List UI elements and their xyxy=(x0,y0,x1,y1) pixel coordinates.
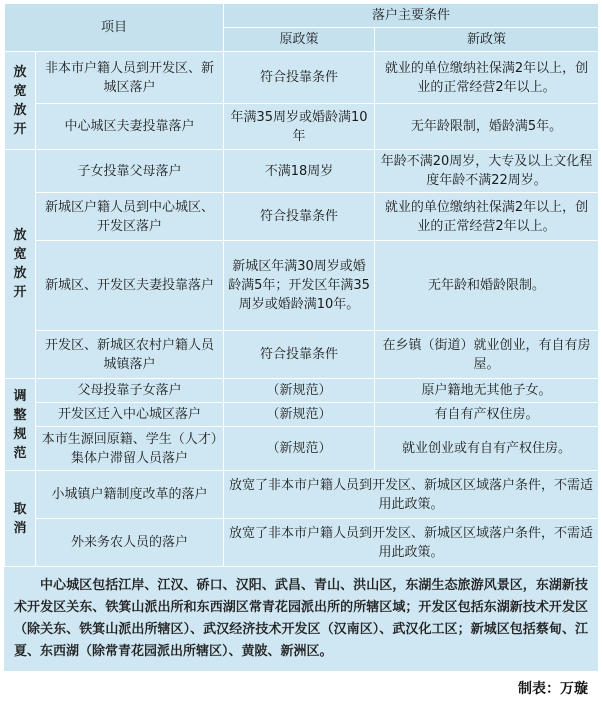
old-policy-cell: 符合投靠条件 xyxy=(224,193,375,241)
new-policy-cell: 无年龄和婚龄限制。 xyxy=(375,241,599,331)
table-row xyxy=(5,471,599,519)
table-row xyxy=(5,52,599,104)
header-main-conditions: 落户主要条件 xyxy=(224,4,599,28)
new-policy-cell: 就业创业或有自有产权住房。 xyxy=(375,427,599,471)
item-cell: 小城镇户籍制度改革的落户 xyxy=(36,471,224,519)
item-cell: 中心城区夫妻投靠落户 xyxy=(36,104,224,150)
category-cell: 取消 xyxy=(5,471,36,567)
header-item: 项目 xyxy=(5,4,224,52)
table-row xyxy=(5,241,599,331)
table-row xyxy=(5,379,599,403)
new-policy-cell: 在乡镇（街道）就业创业，有自有房屋。 xyxy=(375,331,599,379)
table-row xyxy=(5,403,599,427)
new-policy-cell: 就业的单位缴纳社保满2年以上，创业的正常经营2年以上。 xyxy=(375,52,599,104)
old-policy-cell: 不满18周岁 xyxy=(224,150,375,193)
item-cell: 新城区户籍人员到中心城区、开发区落户 xyxy=(36,193,224,241)
new-policy-cell: 无年龄限制，婚龄满5年。 xyxy=(375,104,599,150)
district-note: 中心城区包括江岸、江汉、硚口、汉阳、武昌、青山、洪山区，东湖生态旅游风景区，东湖新技术开发区关东、铁箕山派出所和东西湖区常青花园派出所的所辖区域；开发区包括东湖新技术开发区（除关东、铁箕山派出所辖区）、武汉经济技术开发区（汉南区）、武汉化工区；新城区包括蔡甸、江夏、东西湖（除常青花园派出所辖区）、黄陂、新洲区。 xyxy=(4,567,598,671)
category-cell: 放宽放开 xyxy=(5,52,36,150)
item-cell: 外来务农人员的落户 xyxy=(36,519,224,567)
credit-line: 制表：万璇 xyxy=(518,681,588,697)
old-policy-cell: 新城区年满30周岁或婚龄满5年；开发区年满35周岁或婚龄满10年。 xyxy=(224,241,375,331)
table-row xyxy=(5,150,599,193)
item-cell: 父母投靠子女落户 xyxy=(36,379,224,403)
policy-table xyxy=(4,3,599,567)
table-row xyxy=(5,331,599,379)
header-new-policy: 新政策 xyxy=(375,28,599,52)
table-row xyxy=(5,104,599,150)
old-policy-cell: 符合投靠条件 xyxy=(224,331,375,379)
new-policy-cell: 就业的单位缴纳社保满2年以上，创业的正常经营2年以上。 xyxy=(375,193,599,241)
old-policy-cell: （新规范） xyxy=(224,379,375,403)
category-cell: 调整规范 xyxy=(5,379,36,471)
merged-policy-cell: 放宽了非本市户籍人员到开发区、新城区区域落户条件，不需适用此政策。 xyxy=(224,471,599,519)
old-policy-cell: 符合投靠条件 xyxy=(224,52,375,104)
item-cell: 新城区、开发区夫妻投靠落户 xyxy=(36,241,224,331)
new-policy-cell: 有自有产权住房。 xyxy=(375,403,599,427)
new-policy-cell: 原户籍地无其他子女。 xyxy=(375,379,599,403)
item-cell: 非本市户籍人员到开发区、新城区落户 xyxy=(36,52,224,104)
new-policy-cell: 年龄不满20周岁，大专及以上文化程度年龄不满22周岁。 xyxy=(375,150,599,193)
table-row xyxy=(5,427,599,471)
item-cell: 开发区迁入中心城区落户 xyxy=(36,403,224,427)
item-cell: 本市生源回原籍、学生（人才）集体户滞留人员落户 xyxy=(36,427,224,471)
item-cell: 子女投靠父母落户 xyxy=(36,150,224,193)
old-policy-cell: （新规范） xyxy=(224,427,375,471)
old-policy-cell: （新规范） xyxy=(224,403,375,427)
merged-policy-cell: 放宽了非本市户籍人员到开发区、新城区区域落户条件，不需适用此政策。 xyxy=(224,519,599,567)
old-policy-cell: 年满35周岁或婚龄满10年 xyxy=(224,104,375,150)
item-cell: 开发区、新城区农村户籍人员城镇落户 xyxy=(36,331,224,379)
table-row xyxy=(5,193,599,241)
header-old-policy: 原政策 xyxy=(224,28,375,52)
header-row-1 xyxy=(5,4,599,28)
category-cell: 放宽放开 xyxy=(5,150,36,379)
table-row xyxy=(5,519,599,567)
